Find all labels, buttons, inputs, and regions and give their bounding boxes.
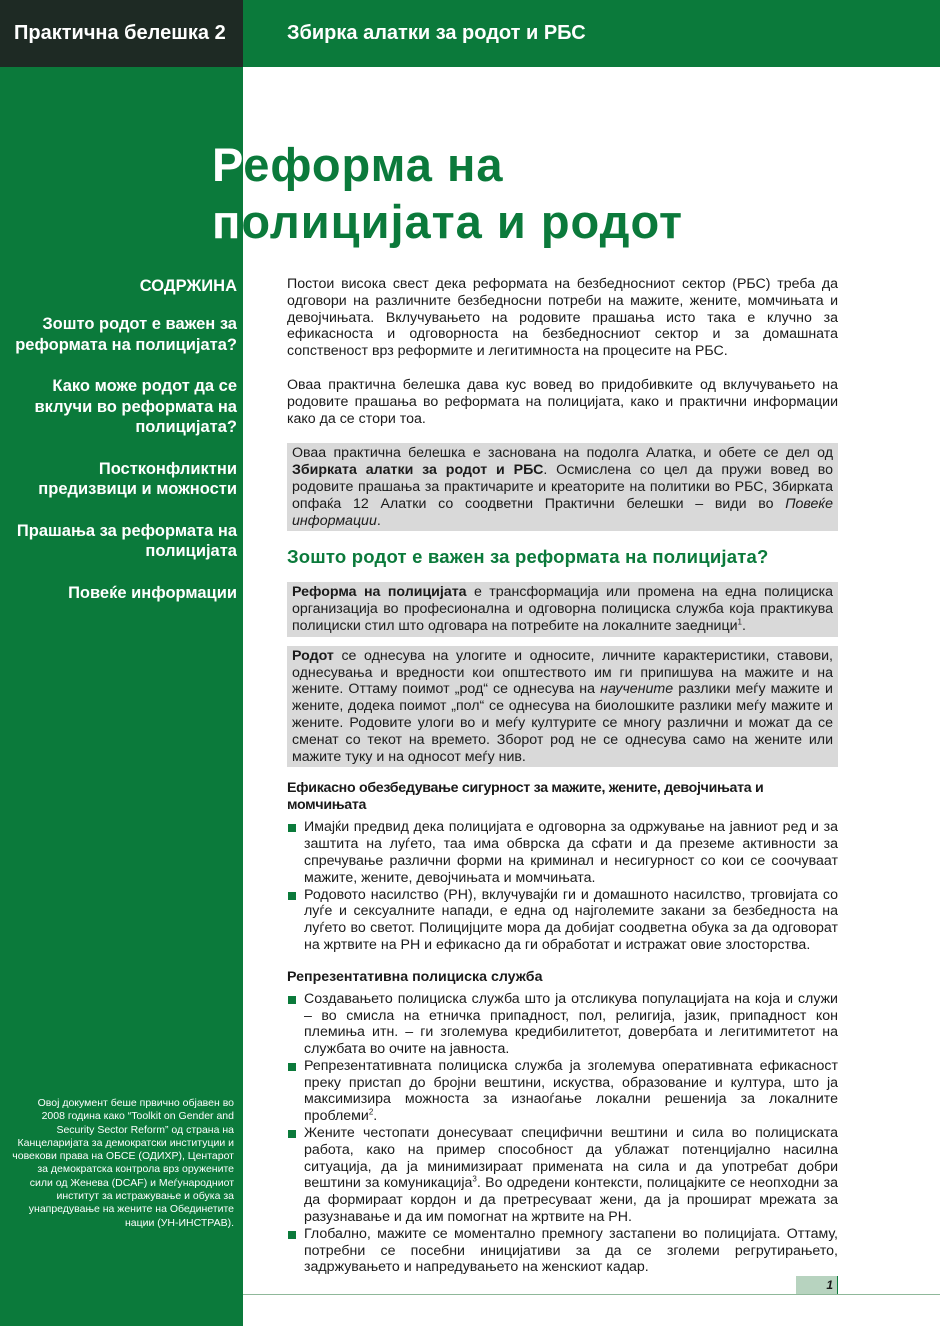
title-initial-1: Р bbox=[212, 138, 244, 191]
footnote-ref-3[interactable]: 3 bbox=[472, 1174, 477, 1184]
definition-term: Реформа на полицијата bbox=[292, 584, 467, 601]
main-content bbox=[287, 276, 838, 1276]
list-item: Глобално, мажите се моментално премногу застапени во полицијата. Оттаму, потребни се посебни иницијативи за да се зголеми регрутирањето, задржувањето и напредувањето на женскиот кадар. bbox=[287, 1226, 838, 1276]
toc-item-how-integrate[interactable]: Како може родот да се вклучи во реформата на полицијата? bbox=[34, 377, 237, 436]
toc-item-why-gender[interactable]: Зошто родот е важен за реформата на полицијата? bbox=[15, 315, 237, 354]
toc-heading: СОДРЖИНА bbox=[139, 277, 237, 295]
title-initial-2: п bbox=[212, 195, 242, 248]
toolkit-name: Збирката алатки за родот и РБС bbox=[292, 462, 544, 479]
bullet-icon bbox=[288, 1231, 296, 1239]
toc-item-more-info[interactable]: Повеќе информации bbox=[68, 583, 237, 602]
series-title: Практична белешка 2 bbox=[14, 22, 226, 44]
intro-paragraph-1: Постои висока свест дека реформата на безбедносниот сектор (РБС) треба да одговори на различните безбедносни потреби на мажите, жените, момчињата и девојчињата. Вклучувањето на родовите прашања исто така е клучно за ефикасноста и одговорноста на безбедносниот сектор и за домашната сопственост врз реформите и легитимноста на процесите на РБС. bbox=[287, 276, 838, 360]
footnote-ref-2[interactable]: 2 bbox=[368, 1107, 374, 1117]
title-line-1: еформа на bbox=[243, 138, 504, 191]
subsection-heading-representative: Репрезентативна полициска служба bbox=[287, 968, 543, 985]
bullet-icon bbox=[288, 824, 296, 832]
list-item: Репрезентативната полициска служба ја зголемува оперативната ефикасност преку пристап до бројни вештини, искуства, образование и култура, што ја максимизира можноста за изнаоѓање локални решенија за локалните проблеми$^2$. bbox=[287, 1058, 838, 1125]
definition-term: Родот bbox=[292, 647, 334, 664]
definition-box-gender: Родот се однесува на улогите и односите, личните карактеристики, ставови, однесувања и вредности кои општеството им ги припишува на мажите и на жените. Оттаму поимот „род“ се однесува на научените разлики меѓу мажите и жените, додека поимот „пол“ се однесува на биолошките разлики меѓу мажите и жените. Родовите улоги во и меѓу културите се многу различни и можат да се сменат со текот на времето. Зборот род не се однесува само на жените или мажите туку и на односот меѓу нив. bbox=[287, 646, 838, 768]
publication-note: Овој документ беше првично објавен во 2008 година како “Toolkit on Gender and Security Sector Reform” од страна на Канцеларијата за демократски институции и човекови права на ОБСЕ (ОДИХР), Центарот за демократска контрола врз оружените сили од Женева (DCAF) и Меѓународниот институт за истражување и обука за унапредување на жените на Обединетите нации (УН-ИНСТРАВ). bbox=[12, 1097, 234, 1229]
security-bullet-list bbox=[287, 819, 838, 953]
definition-box-police-reform: Реформа на полицијата е трансформација или промена на една полициска организација во професионална и одговорна полициска служба која практикува полициски стил што одговара на потребите на локалните заедници$^1$. bbox=[287, 582, 838, 636]
bullet-icon bbox=[288, 1063, 296, 1071]
toolkit-title: Збирка алатки за родот и РБС bbox=[287, 22, 586, 44]
toc-item-post-conflict[interactable]: Постконфликтни предизвици и можности bbox=[38, 459, 237, 498]
title-line-2: олицијата и родот bbox=[241, 195, 684, 248]
list-item: Родовото насилство (РН), вклучувајќи ги и домашното насилство, трговијата со луѓе и сексуалните напади, е една од најголемите закани за безбедноста на луѓето во светот. Полицијците мора да добијат соодветна обука за да одговорат на жртвите на РН и ефикасно да ги обработат и истражат овие злосторства. bbox=[287, 887, 838, 954]
toolkit-info-box: Оваа практична белешка е заснована на подолга Алатка, и обете се дел од Збирката алатки за родот и РБС. Осмислена со цел да пружи вовед во родовите прашања за практичарите и креаторите на политики во РБС, Збирката опфаќа 12 Алатки со соодветни Практични белешки – види во Повеќе информации. bbox=[287, 443, 838, 531]
footer-rule bbox=[243, 1294, 940, 1295]
representative-bullet-list bbox=[287, 991, 838, 1277]
more-info-link[interactable]: Повеќе информации bbox=[292, 495, 833, 529]
bullet-icon bbox=[288, 996, 296, 1004]
section-heading-why-gender: Зошто родот е важен за реформата на полицијата? bbox=[287, 546, 769, 568]
subsection-heading-security: Ефикасно обезбедување сигурност за мажите, жените, девојчињата и момчињата bbox=[287, 780, 764, 814]
toc-item-questions[interactable]: Прашања за реформата на полицијата bbox=[16, 521, 237, 560]
page-title bbox=[212, 136, 683, 250]
list-item: Имајќи предвид дека полицијата е одговорна за одржување на јавниот ред и за заштита на луѓето, таа има обврска да сфати и да преземе активности за спречување различни форми на криминал и несигурност со кои се соочуваат мажите, жените, девојчињата и момчињата. bbox=[287, 819, 838, 886]
list-item: Создавањето полициска служба што ја отсликува популацијата на која и служи – во смисла на етничка припадност, пол, религија, јазик, припадност кон племиња итн. – ги зголемува кредибилитетот, довербата и легитимитетот на службата во очите на јавноста. bbox=[287, 991, 838, 1058]
intro-paragraph-2: Оваа практична белешка дава кус вовед во придобивките од вклучувањето на родовите прашања во реформата на полицијата, како и практични информации како да се стори тоа. bbox=[287, 376, 838, 427]
bullet-icon bbox=[288, 892, 296, 900]
table-of-contents bbox=[7, 274, 237, 624]
page-number: 1 bbox=[796, 1276, 838, 1294]
list-item: Жените честопати донесуваат специфични вештини и сила во полициската работа, како на пример способност да ублажат потенцијално насилна ситуација, да ја минимизираат примената на сила и да употребат добри вештини за комуникација$^3$. Во одредени контексти, полицајките се неопходни за да формираат кордон и да претресуваат жени, да ја прошират мрежата за разузнавање и да им помогнат на жртвите на РН. bbox=[287, 1125, 838, 1226]
footnote-ref-1[interactable]: 1 bbox=[737, 617, 742, 627]
bullet-icon bbox=[288, 1130, 296, 1138]
